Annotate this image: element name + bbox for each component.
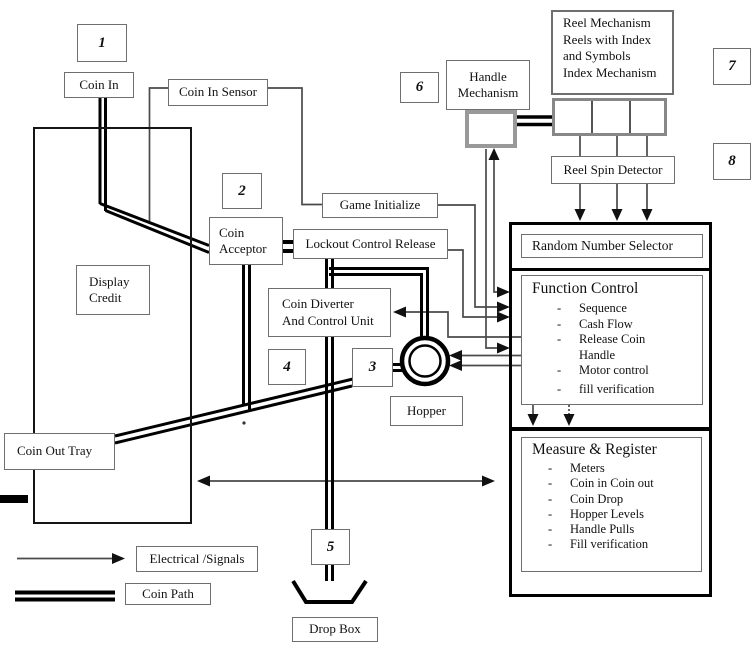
handle-mechanism-line1: Handle [469,68,507,84]
mr-item-label: Fill verification [570,537,649,552]
marker-3 [352,348,393,387]
arrow-into-hopper-2 [449,360,462,371]
random-number-selector-box [521,234,703,258]
dash-bullet: - [557,332,562,347]
container-divider-1 [512,268,709,271]
handle-mechanism-line2: Mechanism [457,85,519,100]
reel-mechanism-label [563,15,657,81]
dash-bullet: - [557,301,562,315]
reel-spin-detector-box [551,156,675,184]
function-control-title: Function Control [532,280,639,297]
reel-mechanism-line3: and Symbols [563,48,631,63]
display-credit-line2: Credit [89,290,122,305]
fc-item-label: Release Coin [579,332,646,347]
marker-8 [713,143,751,180]
coin-acceptor-label [219,225,267,258]
fc-item-handle [557,348,702,364]
drop-box-label-box [292,617,378,642]
reel-divider-2 [629,101,631,133]
marker-1-label: 1 [98,34,106,51]
measure-register-box [521,437,702,572]
dash-bullet: - [548,491,553,506]
random-number-selector-label: Random Number Selector [532,237,673,253]
display-credit-label [89,274,129,307]
handle-mechanism-box [446,60,530,110]
legend-electrical-box [136,546,258,572]
reel-mechanism-line4: Index Mechanism [563,64,657,80]
fc-item-motor-control [557,363,702,379]
coin-out-slot-mark [0,495,28,503]
coin-diverter-line1: Coin Diverter [282,296,354,312]
arrow-into-hopper-1 [449,350,462,361]
function-control-box [521,275,703,405]
coin-diverter-box [268,288,391,337]
lockout-control-release-box [293,229,448,259]
legend-arrowhead [112,553,125,564]
coin-acceptor-line1: Coin [219,224,245,240]
mr-item-label: Coin in Coin out [570,476,654,491]
mr-item-handle-pulls [548,522,701,537]
coin-in-box [64,72,134,98]
display-credit-line1: Display [89,273,130,289]
mr-item-hopper-levels [548,507,701,522]
fc-item-label: Handle [579,347,616,362]
drop-box-label: Drop Box [309,621,361,637]
dash-bullet-empty [557,348,579,364]
marker-4 [268,349,306,385]
hopper-label-box [390,396,463,426]
fc-item-label: Sequence [579,301,627,315]
lockout-label: Lockout Control Release [305,235,436,251]
stray-dot [242,421,245,424]
game-initialize-label: Game Initialize [339,197,421,213]
dash-bullet: - [548,537,553,552]
fc-item-label: Cash Flow [579,316,633,331]
measure-register-title: Measure & Register [532,441,657,458]
coin-acceptor-box [209,217,283,265]
dash-bullet: - [548,522,553,537]
game-initialize-box [322,193,438,218]
arrow-up-into-handle [489,148,500,160]
marker-1 [77,24,127,62]
coin-acceptor-line2: Acceptor [219,241,267,256]
marker-6-label: 6 [415,79,424,96]
arrow-into-coin-diverter [393,307,406,318]
dash-bullet: - [548,506,553,521]
handle-mechanism-label [458,69,519,102]
reel-divider-1 [591,101,593,133]
marker-5 [311,529,350,565]
handle-linkage-box [465,110,517,148]
arrow-down-selector-3 [642,209,653,221]
coin-in-sensor-box [168,79,268,106]
coin-diverter-label [282,296,374,329]
marker-7-label: 7 [728,58,736,75]
marker-2-label: 2 [238,182,246,199]
hopper-label: Hopper [407,402,446,418]
arrow-down-selector-2 [612,209,623,221]
coin-in-label: Coin In [79,76,119,92]
legend-electrical-label: Electrical /Signals [149,550,245,566]
mr-item-coin-in-out [548,476,701,491]
container-divider-2 [512,427,709,431]
marker-7 [713,48,751,85]
sensor-to-game-initialize-line [268,88,322,205]
coin-out-tray-label: Coin Out Tray [17,443,93,459]
legend-coin-path-box [125,583,211,605]
legend-coin-path-label: Coin Path [142,585,194,601]
marker-8-label: 8 [728,153,736,170]
dash-bullet: - [557,316,562,331]
mr-item-label: Handle Pulls [570,522,635,537]
mr-item-label: Coin Drop [570,491,624,506]
arrow-left-cabinet [197,476,210,487]
mr-item-label: Meters [570,461,605,475]
reel-windows [552,98,667,136]
dash-bullet: - [548,476,553,491]
fc-item-sequence [557,301,702,317]
dash-bullet: - [557,363,562,378]
coin-in-sensor-label: Coin In Sensor [179,84,257,100]
mr-item-meters [548,461,701,476]
dash-bullet: - [548,461,553,475]
mr-item-label: Hopper Levels [570,506,644,521]
reel-mechanism-line1: Reel Mechanism [563,15,651,30]
display-credit-box [76,265,150,315]
drop-box-funnel [293,581,366,602]
reel-mechanism-line2: Reels with Index [563,31,652,47]
mr-item-coin-drop [548,492,701,507]
mr-item-fill-verification [548,537,701,552]
dash-bullet: - [557,381,562,396]
marker-6 [400,72,439,103]
coin-out-tray-box [4,433,115,470]
reel-mechanism-box [551,10,674,95]
arrow-right-control [482,476,495,487]
marker-2 [222,173,262,209]
marker-3-label: 3 [368,359,377,376]
fc-item-release-coin [557,332,702,348]
marker-5-label: 5 [326,538,335,555]
fc-item-label: fill verification [579,381,655,396]
reel-spin-detector-label: Reel Spin Detector [563,161,663,177]
fc-item-fill-verification [557,382,702,398]
fc-item-label: Motor control [579,363,649,378]
control-to-handle-line [494,159,506,292]
coin-diverter-line2: And Control Unit [282,312,374,328]
marker-4-label: 4 [283,358,291,375]
fc-item-cash-flow [557,317,702,333]
arrow-down-selector-1 [575,209,586,221]
